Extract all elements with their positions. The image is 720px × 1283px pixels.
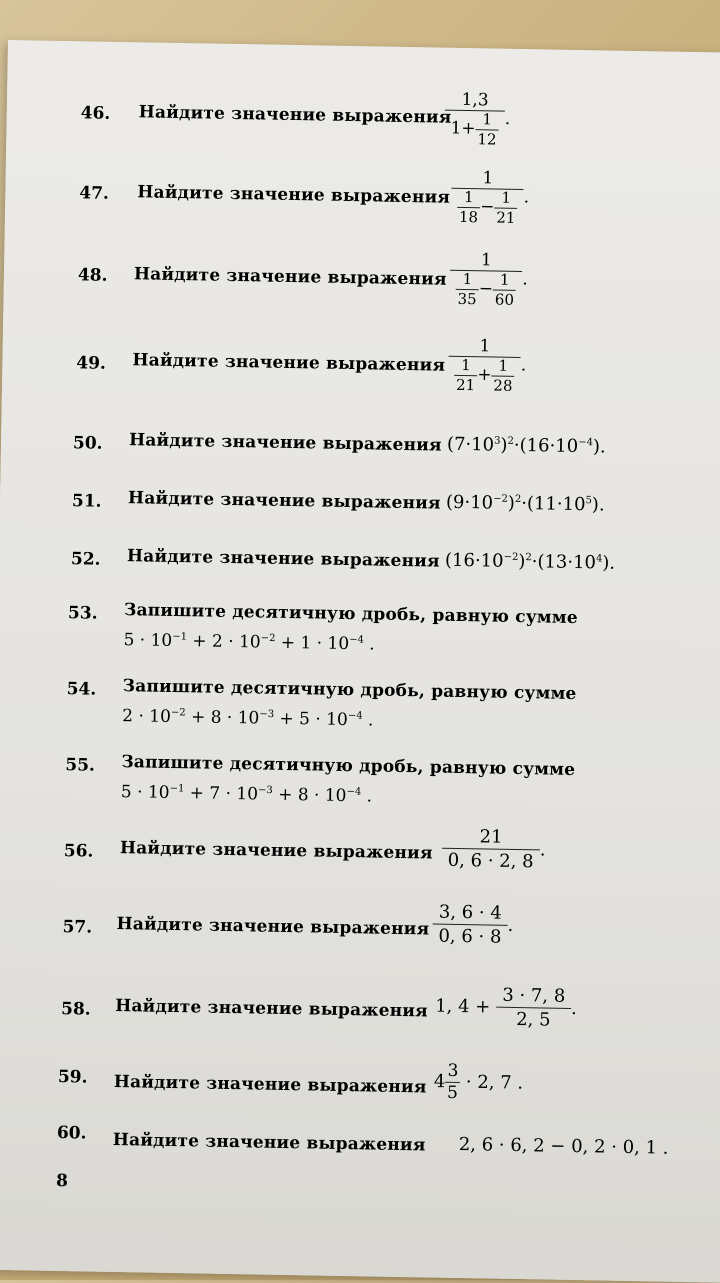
fraction-expression: 1,3 1+ $\frac{1}{12}$ .	[444, 90, 511, 149]
problem-number: 50.	[72, 433, 103, 454]
problem-text: Запишите десятичную дробь, равную сумме	[121, 752, 576, 781]
problem-text: Найдите значение выражения	[113, 1072, 427, 1098]
textbook-page	[0, 40, 720, 1283]
problem-text: Найдите значение выражения	[133, 264, 447, 290]
problem-text: Найдите значение выражения	[126, 546, 440, 572]
problem-text: Запишите десятичную дробь, равную сумме	[122, 676, 577, 705]
fraction-expression: 1 $\frac{1}{21}$ + $\frac{1}{28}$ .	[448, 336, 527, 395]
problem-text: Найдите значение выражения	[128, 430, 442, 456]
problem-text: Найдите значение выражения	[132, 350, 446, 376]
sum-expression: $5 \cdot 10^{-1} + 7 \cdot 10^{-3} + 8 \cdot 10^{-4}$ .	[120, 782, 373, 807]
problem-text: Запишите десятичную дробь, равную сумме	[123, 600, 579, 629]
power-expression: $(7\cdot 10^3)^2\cdot(16\cdot 10^{-4})$.	[446, 433, 606, 458]
problem-number: 53.	[67, 603, 98, 624]
fraction-expression: 1, 4 + $\frac{3 \cdot 7, 8}{2, 5}$ .	[435, 984, 577, 1031]
sum-expression: $2 \cdot 10^{-2} + 8 \cdot 10^{-3} + 5 \cdot 10^{-4}$ .	[122, 706, 374, 731]
problem-number: 57.	[62, 917, 93, 938]
problem-number: 60.	[56, 1123, 87, 1144]
arithmetic-expression: 2, 6 · 6, 2 − 0, 2 · 0, 1 .	[458, 1134, 669, 1159]
problem-number: 51.	[71, 491, 102, 512]
problem-number: 52.	[70, 549, 101, 570]
problem-number: 48.	[77, 265, 108, 286]
page-number: 8	[55, 1171, 69, 1192]
problem-number: 46.	[80, 103, 111, 124]
fraction-expression: 1 $\frac{1}{18}$ − $\frac{1}{21}$ .	[451, 168, 530, 227]
problem-number: 49.	[76, 353, 107, 374]
problem-text: Найдите значение выражения	[137, 182, 451, 208]
problem-text: Найдите значение выражения	[114, 996, 429, 1022]
problem-text: Найдите значение выражения	[119, 838, 433, 864]
problem-number: 58.	[60, 999, 91, 1020]
power-expression: $(16\cdot 10^{-2})^2\cdot(13\cdot 10^4)$.	[444, 549, 616, 574]
fraction-expression: $\frac{21}{0, 6 \cdot 2, 8}$ .	[442, 826, 546, 874]
problem-number: 47.	[79, 183, 110, 204]
fraction-expression: 1 $\frac{1}{35}$ − $\frac{1}{60}$ .	[449, 250, 528, 309]
sum-expression: $5 \cdot 10^{-1} + 2 \cdot 10^{-2} + 1 \cdot 10^{-4}$ .	[123, 630, 375, 655]
problem-number: 59.	[57, 1067, 88, 1088]
problem-number: 55.	[65, 755, 96, 776]
problem-text: Найдите значение выражения	[127, 488, 441, 514]
problem-46	[8, 40, 720, 149]
problem-text: Найдите значение выражения	[138, 102, 452, 128]
problem-number: 56.	[63, 841, 94, 862]
problem-text: Найдите значение выражения	[112, 1129, 426, 1156]
mixed-number-expression: 4 $\frac{3}{5}$ · 2, 7 .	[433, 1060, 524, 1103]
power-expression: $(9\cdot 10^{-2})^2\cdot(11\cdot 10^5)$.	[445, 491, 605, 516]
fraction-expression: $\frac{3, 6 \cdot 4}{0, 6 \cdot 8}$ .	[432, 902, 513, 949]
problem-text: Найдите значение выражения	[116, 914, 430, 940]
problem-number: 54.	[66, 679, 97, 700]
